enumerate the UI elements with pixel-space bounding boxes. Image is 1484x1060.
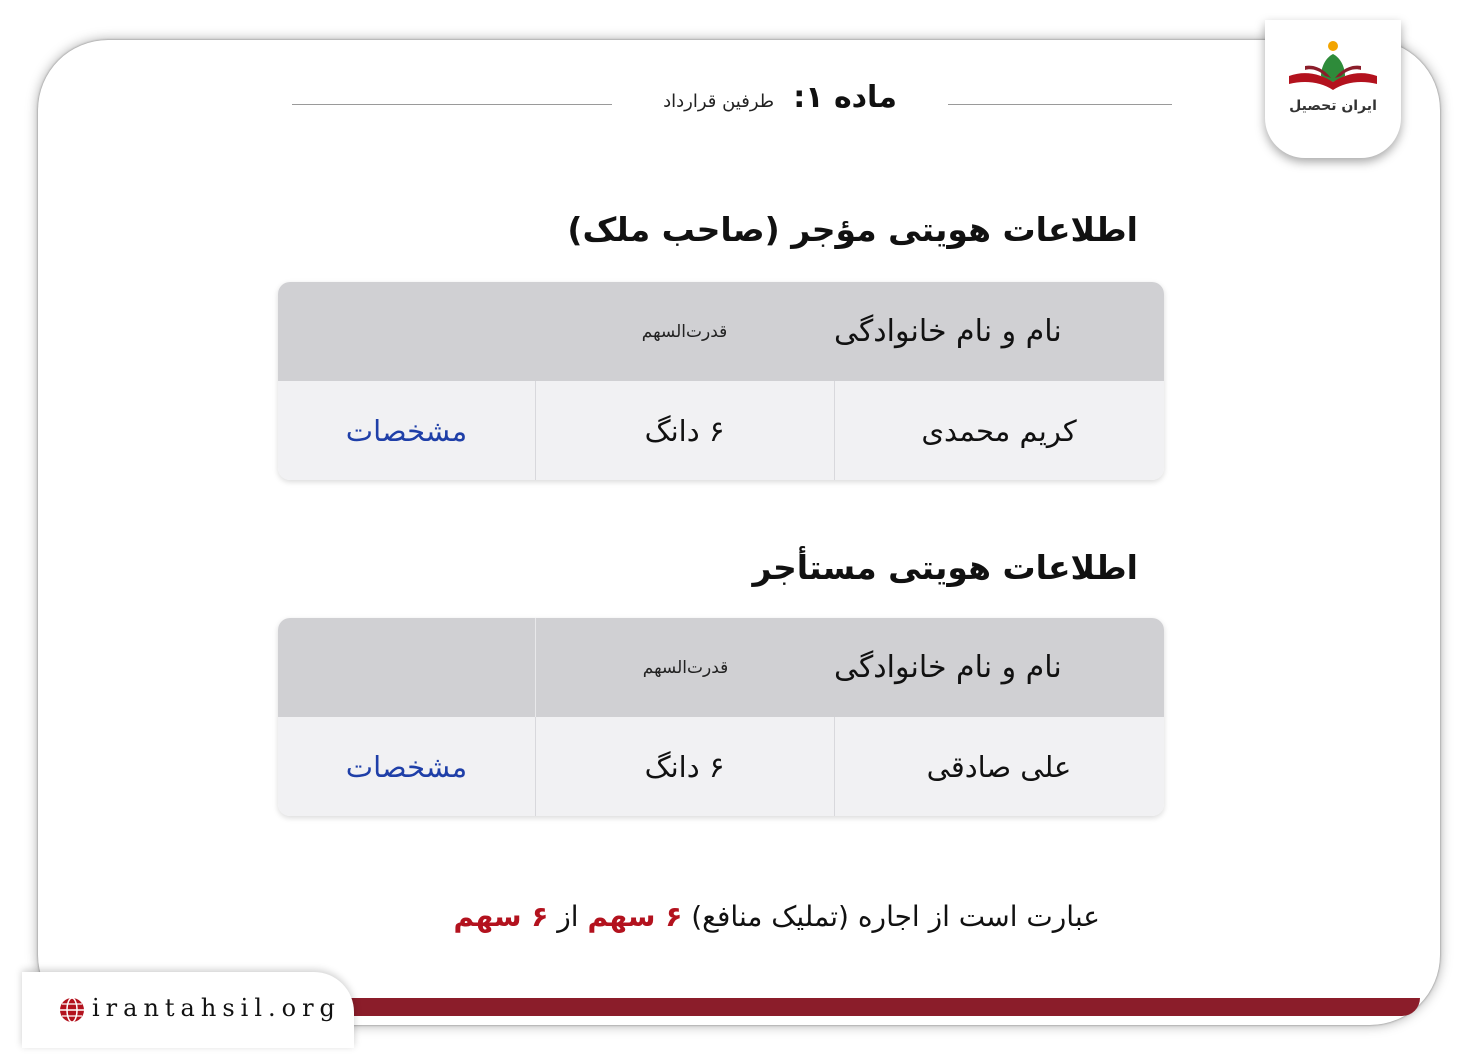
table-row (278, 381, 1164, 480)
header-empty (278, 618, 535, 717)
header-full-name: نام و نام خانوادگی (834, 650, 1062, 685)
website-badge[interactable] (22, 972, 354, 1048)
header-share: قدرت‌السهم (641, 321, 728, 342)
terms-of: از (557, 900, 579, 933)
article-heading (620, 80, 940, 130)
heading-divider-right (948, 104, 1172, 105)
terms-text: عبارت است از اجاره (تملیک منافع) (691, 900, 1100, 933)
globe-icon (58, 996, 86, 1024)
tenant-details-link[interactable]: مشخصات (278, 717, 536, 816)
header-empty (278, 282, 535, 381)
header-full-name: نام و نام خانوادگی (834, 314, 1062, 349)
landlord-name: کریم محمدی (921, 413, 1077, 448)
heading-divider-left (292, 104, 612, 105)
table-header-row (278, 618, 1164, 717)
table-row (278, 717, 1164, 816)
article-number: ماده ۱: (793, 80, 897, 115)
brand-logo (1265, 20, 1401, 158)
tenant-name: علی صادقی (926, 749, 1072, 784)
website-url[interactable]: irantahsil.org (92, 994, 341, 1022)
document-card (38, 40, 1440, 1025)
book-logo-icon (1265, 20, 1401, 100)
landlord-section-title: اطلاعات هویتی مؤجر (صاحب ملک) (567, 210, 1138, 249)
landlord-table (278, 282, 1164, 480)
bottom-accent-bar (340, 998, 1420, 1016)
tenant-section-title: اطلاعات هویتی مستأجر (752, 548, 1138, 587)
article-subject: طرفین قرارداد (663, 91, 775, 112)
lease-terms-sentence (0, 900, 1100, 933)
table-header-row (278, 282, 1164, 381)
share-amount-a: ۶ سهم (587, 900, 683, 933)
header-share: قدرت‌السهم (535, 618, 835, 717)
brand-name: ایران تحصیل (1289, 98, 1377, 114)
tenant-share: ۶ دانگ (535, 717, 835, 816)
share-amount-b: ۶ سهم (453, 900, 549, 933)
tenant-table (278, 618, 1164, 816)
landlord-share: ۶ دانگ (535, 381, 835, 480)
landlord-details-link[interactable]: مشخصات (278, 381, 536, 480)
